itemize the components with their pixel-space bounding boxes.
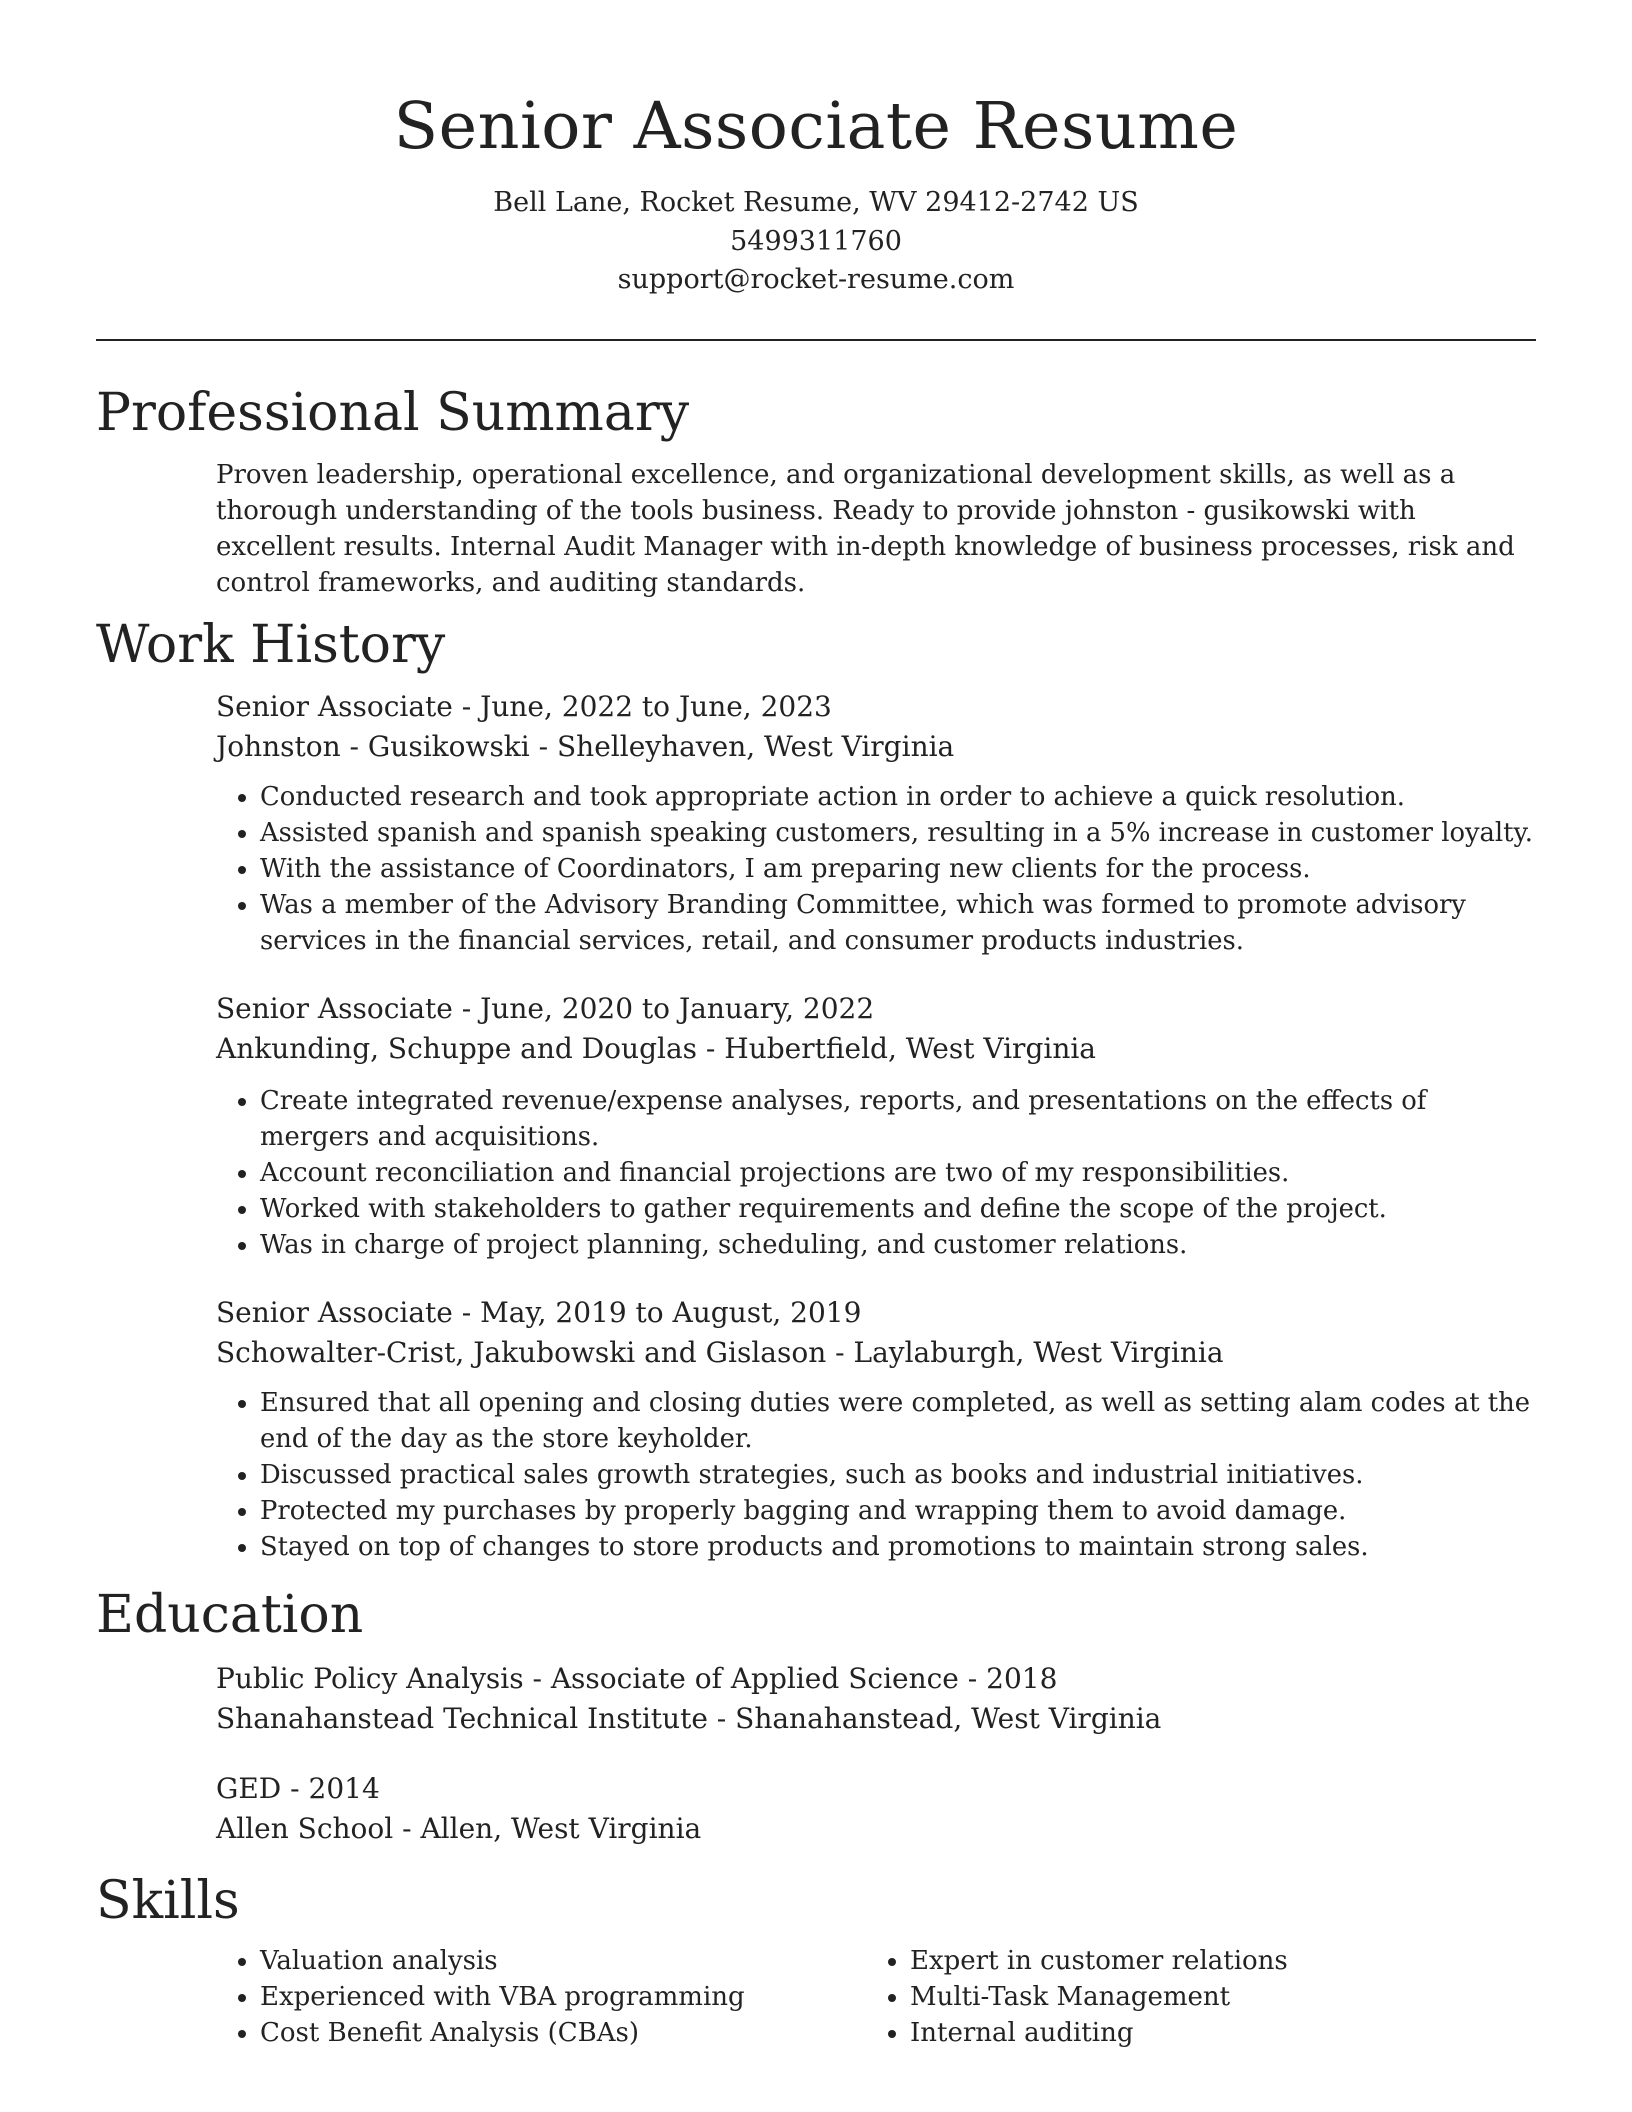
education-school-line [216,1699,1536,1739]
education-location: - Shanahanstead, West Virginia [707,1701,1162,1735]
skill-item: • Multi-Task Management [910,1979,1516,2015]
summary-heading: Professional Summary [96,382,690,443]
job-position: Senior Associate - June, 2020 to January, 2022 [216,991,875,1025]
job-bullet: • Assisted spanish and spanish speaking customers, resulting in a 5% increase in customer loyalty. [260,815,1536,851]
education-school-line [216,1809,1536,1849]
job-employer [216,727,1536,767]
education-degree: Public Policy Analysis - Associate of Applied Science - 2018 [216,1661,1058,1695]
education-entry [216,1659,1536,1739]
contact-email: support@rocket-resume.com [617,264,1015,295]
job-employer [216,1029,1536,1069]
resume-title: Senior Associate Resume [393,89,1239,164]
job-bullet: • Was in charge of project planning, scheduling, and customer relations. [260,1227,1536,1263]
skills-list [216,1943,1536,2051]
skill-item: • Expert in customer relations [910,1943,1516,1979]
skill-item: • Cost Benefit Analysis (CBAs) [260,2015,866,2051]
summary-section [216,457,1536,601]
contact-block [96,184,1536,300]
job-position: Senior Associate - June, 2022 to June, 2023 [216,689,832,723]
education-school: Allen School [216,1811,394,1845]
work-history-heading: Work History [96,614,446,675]
job-company: Johnston - Gusikowski [216,729,530,763]
job-entry [216,687,1536,959]
job-position: Senior Associate - May, 2019 to August, 2019 [216,1295,862,1329]
job-bullet: • Protected my purchases by properly bagging and wrapping them to avoid damage. [260,1493,1536,1529]
job-bullet: • Account reconciliation and financial projections are two of my responsibilities. [260,1155,1536,1191]
job-bullet: • Discussed practical sales growth strategies, such as books and industrial initiatives. [260,1457,1536,1493]
summary-text: Proven leadership, operational excellence, and organizational development skills, as well as a thorough understanding of the tools business. Ready to provide johnston - gusikowski with excellent results. Internal Audit Manager with in-depth knowledge of business processes, risk and control frameworks, and auditing standards. [216,459,1515,598]
contact-phone: 5499311760 [730,225,902,257]
skills-heading: Skills [96,1870,240,1931]
job-entry [216,989,1536,1263]
job-bullet: • With the assistance of Coordinators, I am preparing new clients for the process. [260,851,1536,887]
job-location: - Shelleyhaven, West Virginia [529,729,955,763]
skills-bullets [216,1943,866,2051]
education-entry [216,1769,1536,1849]
job-employer [216,1333,1536,1373]
education-school: Shanahanstead Technical Institute [216,1701,708,1735]
job-location: - Hubertfield, West Virginia [697,1031,1097,1065]
job-bullets [216,779,1536,959]
job-bullet: • Conducted research and took appropriate action in order to achieve a quick resolution. [260,779,1536,815]
resume-header [96,0,1536,300]
resume-page [96,0,1536,2051]
job-bullet: • Was a member of the Advisory Branding Committee, which was formed to promote advisory services in the financial services, retail, and consumer products industries. [260,887,1536,959]
job-company: Ankunding, Schuppe and Douglas [216,1031,698,1065]
job-bullet: • Ensured that all opening and closing duties were completed, as well as setting alam codes at the end of the day as the store keyholder. [260,1385,1536,1457]
job-bullet: • Stayed on top of changes to store products and promotions to maintain strong sales. [260,1529,1536,1565]
job-bullet: • Worked with stakeholders to gather requirements and define the scope of the project. [260,1191,1536,1227]
job-bullets [216,1385,1536,1565]
education-degree: GED - 2014 [216,1771,380,1805]
header-divider [96,339,1536,341]
job-company: Schowalter-Crist, Jakubowski and Gislason [216,1335,827,1369]
skills-column-left [216,1943,866,2051]
job-entry [216,1293,1536,1565]
skill-item: • Valuation analysis [260,1943,866,1979]
job-bullets [216,1083,1536,1263]
skills-column-right [866,1943,1516,2051]
job-location: - Laylaburgh, West Virginia [826,1335,1224,1369]
skill-item: • Internal auditing [910,2015,1516,2051]
skill-item: • Experienced with VBA programming [260,1979,866,2015]
education-heading: Education [96,1584,364,1645]
education-location: - Allen, West Virginia [393,1811,702,1845]
job-bullet: • Create integrated revenue/expense analyses, reports, and presentations on the effects of mergers and acquisitions. [260,1083,1536,1155]
skills-bullets [866,1943,1516,2051]
contact-address: Bell Lane, Rocket Resume, WV 29412-2742 US [493,187,1139,218]
